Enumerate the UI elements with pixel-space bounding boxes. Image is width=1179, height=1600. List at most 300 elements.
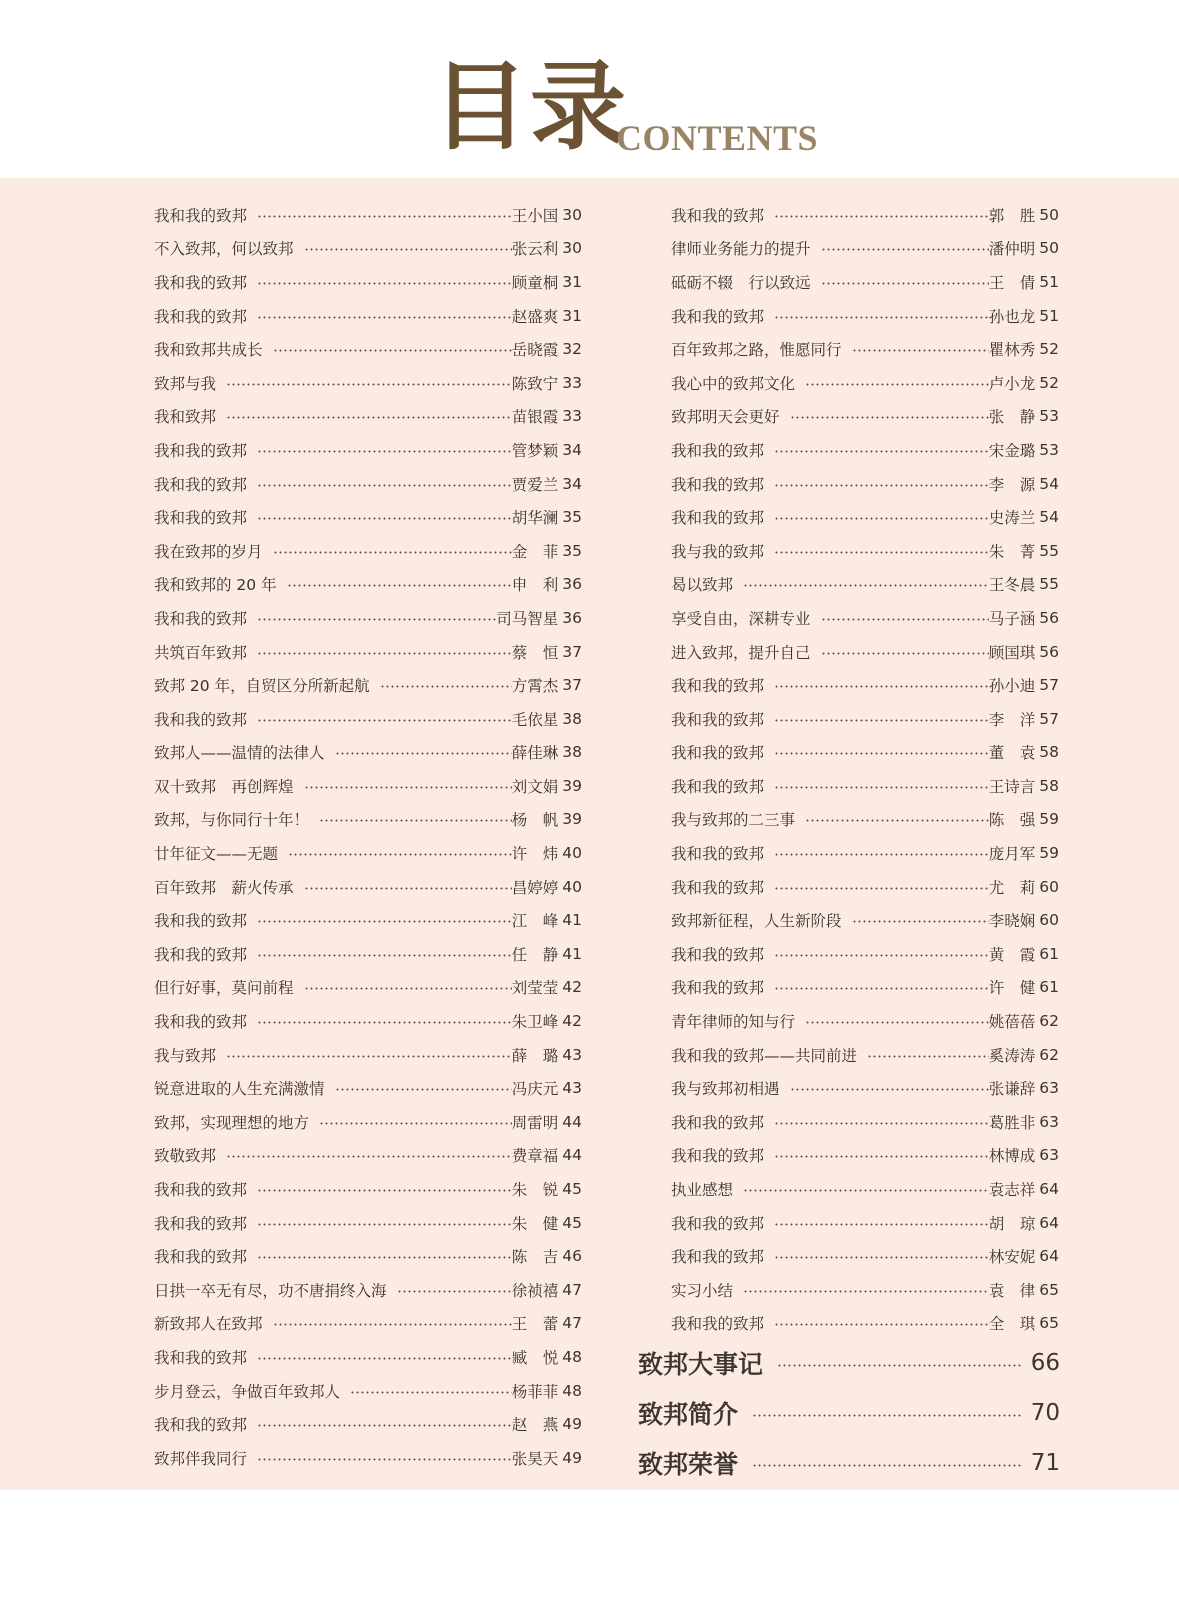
toc-entry[interactable]	[671, 500, 1059, 534]
entry-page: 49	[562, 1415, 582, 1434]
toc-entry[interactable]	[154, 433, 582, 467]
toc-entry[interactable]	[154, 903, 582, 937]
entry-author: 任 静	[511, 945, 559, 964]
entry-title: 我和我的致邦	[671, 1248, 765, 1267]
dot-leader	[774, 1122, 989, 1125]
dot-leader	[752, 1414, 1021, 1417]
toc-entry[interactable]	[154, 534, 582, 568]
dot-leader	[226, 1155, 512, 1158]
toc-entry[interactable]	[154, 971, 582, 1005]
toc-entry[interactable]	[671, 1206, 1059, 1240]
dot-leader	[752, 1464, 1021, 1467]
entry-author: 郭 胜	[988, 206, 1036, 225]
entry-page: 55	[1039, 541, 1059, 560]
entry-page: 36	[562, 575, 582, 594]
entry-author: 顾童桐	[511, 273, 559, 292]
entry-author: 司马智星	[496, 609, 559, 628]
entry-title: 我和我的致邦——共同前进	[671, 1046, 858, 1065]
entry-page: 36	[562, 608, 582, 627]
entry-page: 30	[562, 205, 582, 224]
entry-page: 31	[562, 272, 582, 291]
toc-entry[interactable]	[671, 1105, 1059, 1139]
toc-entry[interactable]	[671, 601, 1059, 635]
entry-author: 胡华澜	[511, 509, 559, 528]
dot-leader	[273, 349, 512, 352]
dot-leader	[774, 786, 989, 789]
entry-page: 47	[562, 1280, 582, 1299]
entry-author: 林博成	[988, 1147, 1036, 1166]
toc-entry[interactable]	[154, 232, 582, 266]
entry-author: 江 峰	[511, 912, 559, 931]
dot-leader	[226, 383, 512, 386]
toc-entry[interactable]	[671, 635, 1059, 669]
entry-author: 胡 琼	[988, 1214, 1036, 1233]
toc-entry[interactable]	[154, 299, 582, 333]
entry-title: 我心中的致邦文化	[671, 374, 796, 393]
entry-author: 陈 强	[988, 811, 1036, 830]
entry-page: 59	[1039, 810, 1059, 829]
dot-leader	[790, 416, 989, 419]
toc-entry[interactable]	[671, 1071, 1059, 1105]
dot-leader	[257, 920, 512, 923]
entry-page: 42	[562, 1012, 582, 1031]
entry-title: 致邦新征程，人生新阶段	[671, 912, 842, 931]
entry-title: 我和我的致邦	[671, 307, 765, 326]
entry-page: 39	[562, 776, 582, 795]
entry-title: 双十致邦 再创辉煌	[154, 777, 294, 796]
entry-title: 我和我的致邦	[671, 1214, 765, 1233]
entry-title: 我和我的致邦	[671, 945, 765, 964]
toc-entry[interactable]	[154, 366, 582, 400]
entry-author: 孙也龙	[988, 307, 1036, 326]
entry-page: 58	[1039, 776, 1059, 795]
entry-title: 我和我的致邦	[154, 206, 248, 225]
entry-page: 34	[562, 440, 582, 459]
entry-author: 刘文娟	[511, 777, 559, 796]
toc-entry[interactable]	[671, 937, 1059, 971]
dot-leader	[226, 1055, 512, 1058]
entry-page: 64	[1039, 1247, 1059, 1266]
entry-title: 致邦明天会更好	[671, 408, 780, 427]
entry-page: 65	[1039, 1280, 1059, 1299]
entry-author: 李 洋	[988, 710, 1036, 729]
toc-entry[interactable]	[671, 836, 1059, 870]
entry-page: 51	[1039, 306, 1059, 325]
entry-page: 35	[562, 508, 582, 527]
entry-title: 我和我的致邦	[671, 979, 765, 998]
toc-entry[interactable]	[671, 736, 1059, 770]
entry-author: 朱卫峰	[511, 1013, 559, 1032]
entry-page: 35	[562, 541, 582, 560]
toc-entry[interactable]	[154, 601, 582, 635]
entry-author: 王小国	[511, 206, 559, 225]
toc-sections	[638, 1338, 1060, 1488]
toc-entry[interactable]	[154, 332, 582, 366]
dot-leader	[774, 1155, 989, 1158]
entry-author: 林安妮	[988, 1248, 1036, 1267]
entry-page: 41	[562, 911, 582, 930]
entry-title: 致邦，与你同行十年！	[154, 811, 310, 830]
entry-author: 陈 吉	[511, 1248, 559, 1267]
entry-title: 致邦，实现理想的地方	[154, 1113, 310, 1132]
dot-leader	[304, 987, 512, 990]
entry-author: 赵盛爽	[511, 307, 559, 326]
entry-author: 申 利	[511, 576, 559, 595]
entry-author: 徐祯禧	[511, 1281, 559, 1300]
entry-title: 我和我的致邦	[154, 475, 248, 494]
toc-entry[interactable]	[671, 433, 1059, 467]
entry-page: 33	[562, 373, 582, 392]
toc-entry[interactable]	[671, 1139, 1059, 1173]
toc-entry[interactable]	[154, 769, 582, 803]
dot-leader	[257, 316, 512, 319]
entry-page: 46	[562, 1247, 582, 1266]
entry-title: 我和我的致邦	[154, 441, 248, 460]
entry-title: 我和我的致邦	[154, 509, 248, 528]
section-page: 70	[1030, 1400, 1060, 1426]
entry-page: 31	[562, 306, 582, 325]
entry-title: 我与致邦	[154, 1046, 217, 1065]
entry-page: 50	[1039, 239, 1059, 258]
dot-leader	[257, 1021, 512, 1024]
dot-leader	[774, 853, 989, 856]
entry-author: 贾爱兰	[511, 475, 559, 494]
entry-author: 王冬晨	[988, 576, 1036, 595]
dot-leader	[226, 416, 512, 419]
toc-entry[interactable]	[154, 467, 582, 501]
entry-page: 45	[562, 1180, 582, 1199]
toc-entry[interactable]	[154, 1172, 582, 1206]
dot-leader	[257, 954, 512, 957]
entry-title: 我和我的致邦	[671, 1113, 765, 1132]
toc-entry[interactable]	[154, 568, 582, 602]
entry-author: 毛依星	[511, 710, 559, 729]
entry-author: 张谦辞	[988, 1080, 1036, 1099]
entry-title: 进入致邦，提升自己	[671, 643, 811, 662]
entry-page: 53	[1039, 407, 1059, 426]
toc-entry[interactable]	[154, 1273, 582, 1307]
entry-author: 薛佳琳	[511, 744, 559, 763]
entry-author: 方霄杰	[511, 677, 559, 696]
entry-author: 袁 律	[988, 1281, 1036, 1300]
toc-entry[interactable]	[671, 870, 1059, 904]
entry-author: 许 炜	[511, 845, 559, 864]
entry-title: 实习小结	[671, 1281, 734, 1300]
toc-entry[interactable]	[154, 1407, 582, 1441]
entry-page: 48	[562, 1347, 582, 1366]
entry-author: 蔡 恒	[511, 643, 559, 662]
entry-author: 奚涛涛	[988, 1046, 1036, 1065]
entry-page: 37	[562, 642, 582, 661]
entry-author: 臧 悦	[511, 1348, 559, 1367]
toc-entry[interactable]	[154, 1374, 582, 1408]
entry-page: 51	[1039, 272, 1059, 291]
dot-leader	[790, 1088, 989, 1091]
entry-page: 58	[1039, 743, 1059, 762]
entry-author: 赵 燕	[511, 1416, 559, 1435]
entry-author: 周雷明	[511, 1113, 559, 1132]
section-title: 致邦荣誉	[638, 1450, 739, 1479]
toc-entry[interactable]	[154, 870, 582, 904]
entry-author: 史涛兰	[988, 509, 1036, 528]
dot-leader	[743, 584, 989, 587]
entry-title: 砥砺不辍 行以致远	[671, 273, 811, 292]
entry-title: 我和我的致邦	[154, 710, 248, 729]
entry-author: 王 倩	[988, 273, 1036, 292]
toc-entry[interactable]	[671, 265, 1059, 299]
entry-title: 我和我的致邦	[154, 912, 248, 931]
toc-entry[interactable]	[154, 1206, 582, 1240]
toc-entry[interactable]	[154, 1239, 582, 1273]
entry-title: 我和我的致邦	[671, 710, 765, 729]
entry-title: 我和我的致邦	[154, 1248, 248, 1267]
toc-right-column	[671, 198, 1059, 1340]
entry-page: 40	[562, 877, 582, 896]
entry-title: 日拱一卒无有尽，功不唐捐终入海	[154, 1281, 387, 1300]
toc-entry[interactable]	[671, 1307, 1059, 1341]
entry-page: 52	[1039, 373, 1059, 392]
entry-author: 岳晓霞	[511, 341, 559, 360]
dot-leader	[335, 1088, 512, 1091]
toc-entry[interactable]	[671, 198, 1059, 232]
dot-leader	[774, 887, 989, 890]
dot-leader	[821, 248, 989, 251]
entry-author: 全 琪	[988, 1315, 1036, 1334]
entry-page: 52	[1039, 340, 1059, 359]
entry-author: 马子涵	[988, 609, 1036, 628]
entry-page: 62	[1039, 1012, 1059, 1031]
toc-entry[interactable]	[671, 299, 1059, 333]
entry-author: 金 菲	[511, 542, 559, 561]
dot-leader	[774, 517, 989, 520]
dot-leader	[304, 786, 512, 789]
entry-page: 40	[562, 844, 582, 863]
toc-left-column	[154, 198, 582, 1475]
entry-title: 我和我的致邦	[671, 475, 765, 494]
entry-author: 陈致宁	[511, 374, 559, 393]
toc-entry[interactable]	[154, 265, 582, 299]
toc-entry[interactable]	[671, 971, 1059, 1005]
section-page: 66	[1030, 1350, 1060, 1376]
entry-author: 庞月军	[988, 845, 1036, 864]
dot-leader	[257, 1223, 512, 1226]
entry-page: 60	[1039, 877, 1059, 896]
toc-entry[interactable]	[154, 836, 582, 870]
dot-leader	[743, 1290, 989, 1293]
dot-leader	[852, 920, 989, 923]
entry-page: 57	[1039, 709, 1059, 728]
toc-entry[interactable]	[671, 332, 1059, 366]
toc-entry[interactable]	[671, 1004, 1059, 1038]
entry-page: 54	[1039, 474, 1059, 493]
entry-page: 45	[562, 1213, 582, 1232]
dot-leader	[821, 618, 989, 621]
toc-entry[interactable]	[671, 803, 1059, 837]
entry-author: 李晓娴	[988, 912, 1036, 931]
entry-author: 王诗言	[988, 777, 1036, 796]
toc-entry[interactable]	[671, 1172, 1059, 1206]
entry-page: 62	[1039, 1045, 1059, 1064]
dot-leader	[852, 349, 989, 352]
toc-entry[interactable]	[154, 500, 582, 534]
dot-leader	[257, 517, 512, 520]
toc-entry[interactable]	[154, 1139, 582, 1173]
entry-author: 董 袁	[988, 744, 1036, 763]
toc-entry[interactable]	[154, 1038, 582, 1072]
entry-title: 我和我的致邦	[671, 1147, 765, 1166]
entry-title: 致邦 20 年，自贸区分所新起航	[154, 677, 370, 696]
entry-page: 63	[1039, 1112, 1059, 1131]
entry-title: 我与我的致邦	[671, 542, 765, 561]
entry-title: 百年致邦 薪火传承	[154, 878, 294, 897]
toc-entry[interactable]	[671, 1239, 1059, 1273]
dot-leader	[257, 484, 512, 487]
toc-entry[interactable]	[671, 232, 1059, 266]
toc-entry[interactable]	[671, 668, 1059, 702]
dot-leader	[257, 215, 512, 218]
toc-entry[interactable]	[154, 1004, 582, 1038]
entry-title: 执业感想	[671, 1181, 734, 1200]
dot-leader	[319, 1122, 512, 1125]
entry-title: 我与致邦初相遇	[671, 1080, 780, 1099]
toc-entry[interactable]	[154, 702, 582, 736]
entry-title: 新致邦人在致邦	[154, 1315, 263, 1334]
dot-leader	[774, 685, 989, 688]
entry-author: 杨菲菲	[511, 1382, 559, 1401]
entry-title: 我与致邦的二三事	[671, 811, 796, 830]
entry-page: 50	[1039, 205, 1059, 224]
dot-leader	[257, 450, 512, 453]
toc-entry[interactable]	[154, 1307, 582, 1341]
entry-title: 但行好事，莫问前程	[154, 979, 294, 998]
page-title: 目录	[432, 50, 628, 163]
entry-author: 冯庆元	[511, 1080, 559, 1099]
dot-leader	[805, 1021, 989, 1024]
entry-page: 63	[1039, 1146, 1059, 1165]
entry-title: 我和我的致邦	[154, 273, 248, 292]
dot-leader	[774, 1256, 989, 1259]
entry-page: 49	[562, 1448, 582, 1467]
toc-section-entry[interactable]	[638, 1388, 1060, 1438]
dot-leader	[777, 1364, 1021, 1367]
entry-title: 享受自由，深耕专业	[671, 609, 811, 628]
entry-title: 我和我的致邦	[154, 1181, 248, 1200]
entry-author: 葛胜非	[988, 1113, 1036, 1132]
entry-author: 王 蕾	[511, 1315, 559, 1334]
entry-page: 64	[1039, 1213, 1059, 1232]
entry-page: 34	[562, 474, 582, 493]
toc-entry[interactable]	[154, 635, 582, 669]
entry-page: 56	[1039, 642, 1059, 661]
toc-entry[interactable]	[154, 1071, 582, 1105]
toc-entry[interactable]	[671, 903, 1059, 937]
entry-title: 百年致邦之路，惟愿同行	[671, 341, 842, 360]
entry-author: 姚蓓蓓	[988, 1013, 1036, 1032]
dot-leader	[805, 819, 989, 822]
entry-title: 我和我的致邦	[671, 677, 765, 696]
entry-page: 37	[562, 676, 582, 695]
entry-title: 我和我的致邦	[671, 845, 765, 864]
entry-title: 我和我的致邦	[154, 1013, 248, 1032]
entry-author: 朱 锐	[511, 1181, 559, 1200]
entry-author: 朱 菁	[988, 542, 1036, 561]
entry-author: 昌婷婷	[511, 878, 559, 897]
toc-entry[interactable]	[154, 736, 582, 770]
dot-leader	[774, 987, 989, 990]
page-header	[0, 0, 1179, 178]
toc-entry[interactable]	[154, 668, 582, 702]
entry-page: 61	[1039, 944, 1059, 963]
entry-page: 39	[562, 810, 582, 829]
toc-entry[interactable]	[671, 534, 1059, 568]
toc-entry[interactable]	[154, 198, 582, 232]
dot-leader	[257, 652, 512, 655]
entry-author: 李 源	[988, 475, 1036, 494]
toc-entry[interactable]	[154, 1105, 582, 1139]
entry-author: 张 静	[988, 408, 1036, 427]
toc-entry[interactable]	[671, 568, 1059, 602]
entry-page: 43	[562, 1079, 582, 1098]
entry-title: 我和我的致邦	[154, 1416, 248, 1435]
entry-title: 我在致邦的岁月	[154, 542, 263, 561]
entry-page: 64	[1039, 1180, 1059, 1199]
dot-leader	[774, 215, 989, 218]
entry-title: 我和我的致邦	[671, 509, 765, 528]
entry-title: 律师业务能力的提升	[671, 240, 811, 259]
entry-author: 费章福	[511, 1147, 559, 1166]
dot-leader	[774, 1323, 989, 1326]
dot-leader	[335, 752, 512, 755]
page-title-en: CONTENTS	[616, 118, 819, 158]
dot-leader	[805, 383, 989, 386]
toc-section-entry[interactable]	[638, 1438, 1060, 1488]
toc-entry[interactable]	[154, 937, 582, 971]
entry-title: 我和我的致邦	[671, 206, 765, 225]
entry-author: 杨 帆	[511, 811, 559, 830]
entry-title: 我和我的致邦	[671, 744, 765, 763]
dot-leader	[774, 752, 989, 755]
toc-entry[interactable]	[154, 400, 582, 434]
section-page: 71	[1030, 1450, 1060, 1476]
toc-entry[interactable]	[671, 769, 1059, 803]
toc-entry[interactable]	[671, 400, 1059, 434]
entry-title: 锐意进取的人生充满激情	[154, 1080, 325, 1099]
entry-page: 38	[562, 709, 582, 728]
entry-title: 我和我的致邦	[154, 307, 248, 326]
entry-page: 30	[562, 239, 582, 258]
toc-entry[interactable]	[154, 803, 582, 837]
toc-entry[interactable]	[154, 1340, 582, 1374]
entry-title: 我和我的致邦	[154, 1214, 248, 1233]
toc-entry[interactable]	[671, 366, 1059, 400]
toc-entry[interactable]	[671, 1038, 1059, 1072]
toc-entry[interactable]	[671, 467, 1059, 501]
dot-leader	[397, 1290, 512, 1293]
toc-entry[interactable]	[671, 702, 1059, 736]
toc-entry[interactable]	[154, 1441, 582, 1475]
entry-page: 61	[1039, 978, 1059, 997]
entry-page: 42	[562, 978, 582, 997]
toc-section-entry[interactable]	[638, 1338, 1060, 1388]
entry-title: 我和致邦的 20 年	[154, 576, 277, 595]
entry-page: 44	[562, 1146, 582, 1165]
toc-entry[interactable]	[671, 1273, 1059, 1307]
dot-leader	[319, 819, 512, 822]
entry-title: 致邦伴我同行	[154, 1449, 248, 1468]
dot-leader	[774, 450, 989, 453]
entry-author: 管梦颖	[511, 441, 559, 460]
dot-leader	[257, 1458, 512, 1461]
